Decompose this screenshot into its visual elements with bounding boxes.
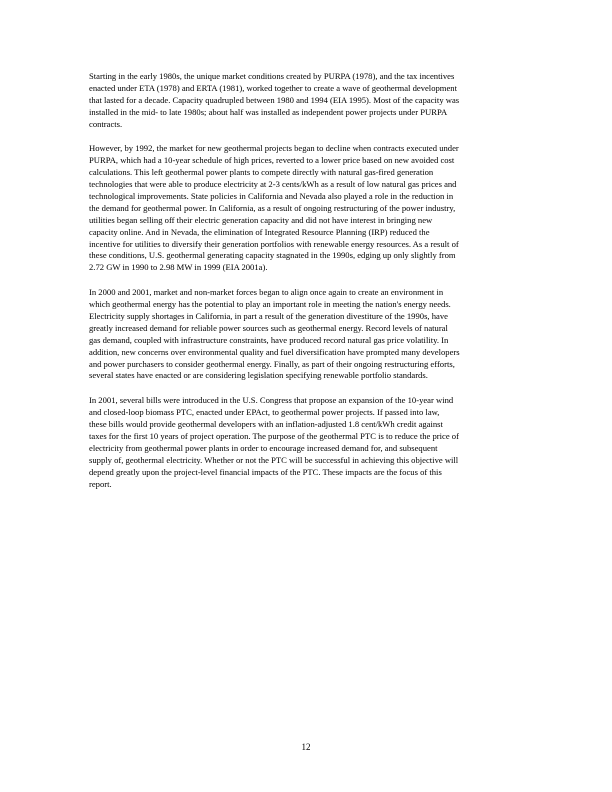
text-line: technologies that were able to produce electricity at 2-3 cents/kWh as a result of low natural gas prices and (89, 179, 457, 190)
text-line: these conditions, U.S. geothermal generating capacity stagnated in the 1990s, edging up only slightly from (89, 250, 456, 261)
text-line: greatly increased demand for reliable power sources such as geothermal energy. Record levels of natural (89, 322, 448, 333)
text-line: utilities began selling off their electric generation capacity and did not have interest in bringing new (89, 214, 433, 225)
text-line: and power purchasers to consider geothermal energy. Finally, as part of their ongoing restructuring efforts, (89, 358, 455, 369)
text-line: calculations. This left geothermal power plants to compete directly with natural gas-fired generation (89, 167, 434, 178)
text-line: taxes for the first 10 years of project operation. The purpose of the geothermal PTC is to reduce the price of (89, 431, 459, 442)
text-line: supply of, geothermal electricity. Whether or not the PTC will be successful in achieving this objective will (89, 454, 459, 465)
text-line: electricity from geothermal power plants in order to encourage increased demand for, and subsequent (89, 442, 438, 453)
text-line: However, by 1992, the market for new geothermal projects began to decline when contracts executed under (89, 143, 459, 154)
text-line: In 2000 and 2001, market and non-market forces began to align once again to create an environment in (89, 287, 444, 298)
text-line: gas demand, coupled with infrastructure constraints, have produced record natural gas price volatility. In (89, 334, 449, 345)
text-line: these bills would provide geothermal developers with an inflation-adjusted 1.8 cent/kWh credit against (89, 419, 443, 430)
text-line: and closed-loop biomass PTC, enacted under EPAct, to geothermal power projects. If passed into law, (89, 407, 440, 418)
text-line: 2.72 GW in 1990 to 2.98 MW in 1999 (EIA 2001a). (89, 262, 268, 273)
text-line: incentive for utilities to diversify their generation portfolios with renewable energy resources. As a result of (89, 238, 459, 249)
body-text (89, 71, 525, 504)
paragraph-1 (89, 71, 525, 130)
text-line: report. (89, 478, 112, 489)
text-line: addition, new concerns over environmental quality and fuel diversification have prompted many developers (89, 346, 460, 357)
paragraph-2 (89, 143, 525, 274)
text-line: the demand for geothermal power. In California, as a result of ongoing restructuring of the power industry, (89, 202, 456, 213)
text-line: installed in the mid- to late 1980s; about half was installed as independent power projects under PURPA (89, 106, 448, 117)
text-line: In 2001, several bills were introduced in the U.S. Congress that propose an expansion of the 10-year wind (89, 395, 454, 406)
text-line: Electricity supply shortages in California, in part a result of the generation divestiture of the 1990s, have (89, 311, 448, 322)
text-line: capacity online. And in Nevada, the elimination of Integrated Resource Planning (IRP) reduced the (89, 226, 430, 237)
text-line: depend greatly upon the project-level financial impacts of the PTC. These impacts are the focus of this (89, 466, 442, 477)
text-line: PURPA, which had a 10-year schedule of high prices, reverted to a lower price based on new avoided cost (89, 155, 455, 166)
text-line: that lasted for a decade. Capacity quadrupled between 1980 and 1994 (EIA 1995). Most of the capacity was (89, 94, 460, 105)
text-line: Starting in the early 1980s, the unique market conditions created by PURPA (1978), and the tax incentives (89, 71, 455, 81)
page-number: 12 (301, 742, 311, 752)
text-line: technological improvements. State policies in California and Nevada also played a role in the reduction in (89, 191, 454, 202)
text-line: which geothermal energy has the potential to play an important role in meeting the nation's energy needs. (89, 299, 451, 310)
paragraph-3 (89, 287, 525, 382)
text-line: contracts. (89, 118, 123, 129)
text-line: several states have enacted or are considering legislation specifying renewable portfolio standards. (89, 370, 428, 381)
text-line: enacted under ETA (1978) and ERTA (1981), worked together to create a wave of geothermal development (89, 82, 457, 93)
paragraph-4 (89, 395, 525, 490)
